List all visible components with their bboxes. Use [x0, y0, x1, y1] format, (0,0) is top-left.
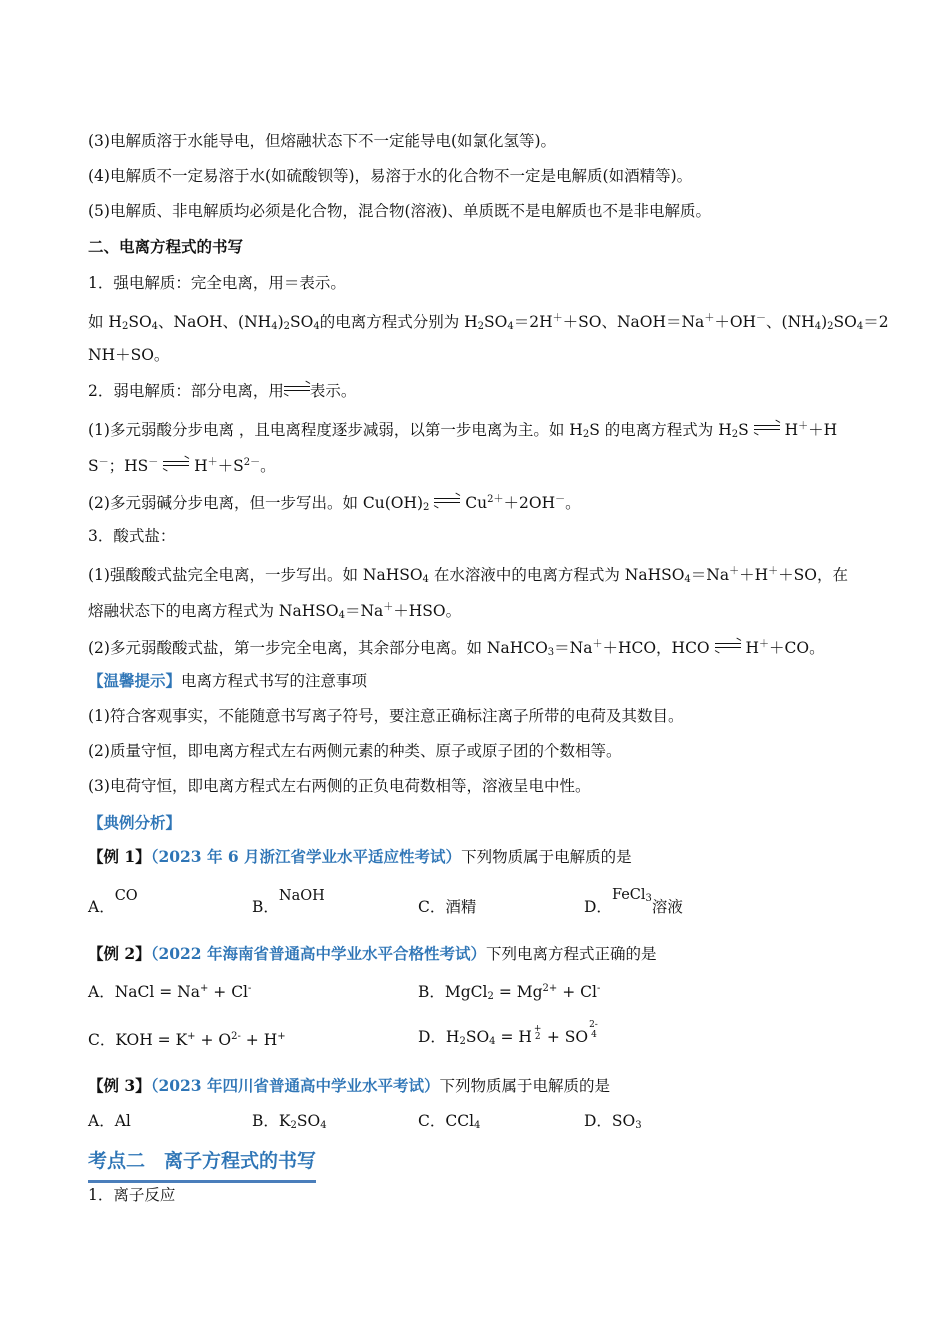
strong-acid-salt-line1: (1)强酸酸式盐完全电离，一步写出。如 NaHSO$_4$ 在水溶液中的电离方程式为 NaHSO$_4$＝Na＋＋H＋＋SO，在 — [88, 566, 848, 585]
tip-3: (3)电荷守恒，即电离方程式左右两侧的正负电荷数相等，溶液呈电中性。 — [88, 777, 591, 795]
tip-label: 【温馨提示】 — [88, 671, 182, 690]
example-3-option-b[interactable]: B．$K_2SO_4$ — [252, 1112, 327, 1131]
strong-acid-salt-line2: 熔融状态下的电离方程式为 NaHSO$_4$＝Na＋＋HSO。 — [88, 602, 462, 621]
example-3-option-a[interactable]: A．Al — [88, 1112, 131, 1130]
polyacid-line1: (1)多元弱酸分步电离 ，且电离程度逐步减弱，以第一步电离为主。如 $H_2S$ 的电离方程式为 $H_2S$ H＋＋H — [88, 421, 838, 440]
section-sub-1: 1．离子反应 — [88, 1186, 176, 1204]
example-2-option-c[interactable]: C．KOH = $K^+ + O^{2-} + H^+$ — [88, 1031, 286, 1049]
reversible-arrow-icon — [754, 423, 780, 433]
examples-label: 【典例分析】 — [88, 813, 182, 832]
example-1-option-c[interactable]: C．酒精 — [418, 898, 477, 916]
heading-ionization-equation: 二、电离方程式的书写 — [88, 238, 244, 256]
weak-acid-salt: (2)多元弱酸酸式盐，第一步完全电离，其余部分电离。如 NaHCO$_3$＝Na＋＋HCO，HCO H＋＋CO。 — [88, 639, 825, 658]
polyacid-line2: S－；HS－ $H^++S^{2-}$。 — [88, 457, 276, 475]
strong-example-line1: 如 $H_2SO_4$、NaOH、$(NH_4)_2SO_4$的电离方程式分别为 $H_2SO_4=2H^++SO$、NaOH＝Na＋＋OH－、$(NH_4)_2SO_4=2$ — [88, 313, 889, 332]
reversible-arrow-icon — [284, 384, 310, 394]
example-2-option-a[interactable]: A．NaCl = Na+ + Cl- — [88, 983, 252, 1001]
example-3-option-c[interactable]: C．CCl$_4$ — [418, 1112, 481, 1131]
reversible-arrow-icon — [715, 641, 741, 651]
example-1-stem: 【例 1】（2023 年 6 月浙江省学业水平适应性考试）下列物质属于电解质的是 — [88, 847, 632, 866]
paragraph-5: (5)电解质、非电解质均必须是化合物，混合物(溶液)、单质既不是电解质也不是非电解质。 — [88, 202, 712, 220]
paragraph-4: (4)电解质不一定易溶于水(如硫酸钡等)，易溶于水的化合物不一定是电解质(如酒精等)。 — [88, 167, 693, 185]
example-1-option-d[interactable]: D．FeCl$_3$溶液 — [584, 887, 683, 916]
strong-example-line2: NH＋SO。 — [88, 346, 170, 364]
section-underline — [88, 1180, 316, 1183]
section-title: 考点二 离子方程式的书写 — [88, 1150, 317, 1172]
example-3-option-d[interactable]: D．$SO_3$ — [584, 1112, 642, 1131]
example-2-option-d[interactable]: D．$H_2SO_4 = H$ + 2 + SO 2- 4 — [418, 1020, 598, 1047]
example-2-stem: 【例 2】（2022 年海南省普通高中学业水平合格性考试）下列电离方程式正确的是 — [88, 944, 657, 963]
example-1-option-b[interactable]: B．NaOH — [252, 888, 325, 916]
example-3-stem: 【例 3】（2023 年四川省普通高中学业水平考试）下列物质属于电解质的是 — [88, 1076, 610, 1095]
tip: 【温馨提示】电离方程式书写的注意事项 — [88, 671, 368, 690]
tip-1: (1)符合客观事实，不能随意书写离子符号，要注意正确标注离子所带的电荷及其数目。 — [88, 707, 684, 725]
strong-electrolyte: 1．强电解质：完全电离，用＝表示。 — [88, 274, 346, 292]
example-1-option-a[interactable]: A．CO — [88, 888, 138, 916]
reversible-arrow-icon — [163, 459, 189, 469]
polybase: (2)多元弱碱分步电离，但一步写出。如 $Cu(OH)_2$ $Cu^{2+}+2OH^-$。 — [88, 494, 581, 513]
acid-salt-heading: 3．酸式盐： — [88, 527, 176, 545]
tip-2: (2)质量守恒，即电离方程式左右两侧元素的种类、原子或原子团的个数相等。 — [88, 742, 622, 760]
weak-electrolyte: 2．弱电解质：部分电离，用 表示。 — [88, 382, 357, 400]
example-2-option-b[interactable]: B．MgCl$_2$ = $Mg^{2+} + Cl^-$ — [418, 983, 601, 1002]
paragraph-3: (3)电解质溶于水能导电，但熔融状态下不一定能导电(如氯化氢等)。 — [88, 132, 557, 150]
reversible-arrow-icon — [434, 496, 460, 506]
